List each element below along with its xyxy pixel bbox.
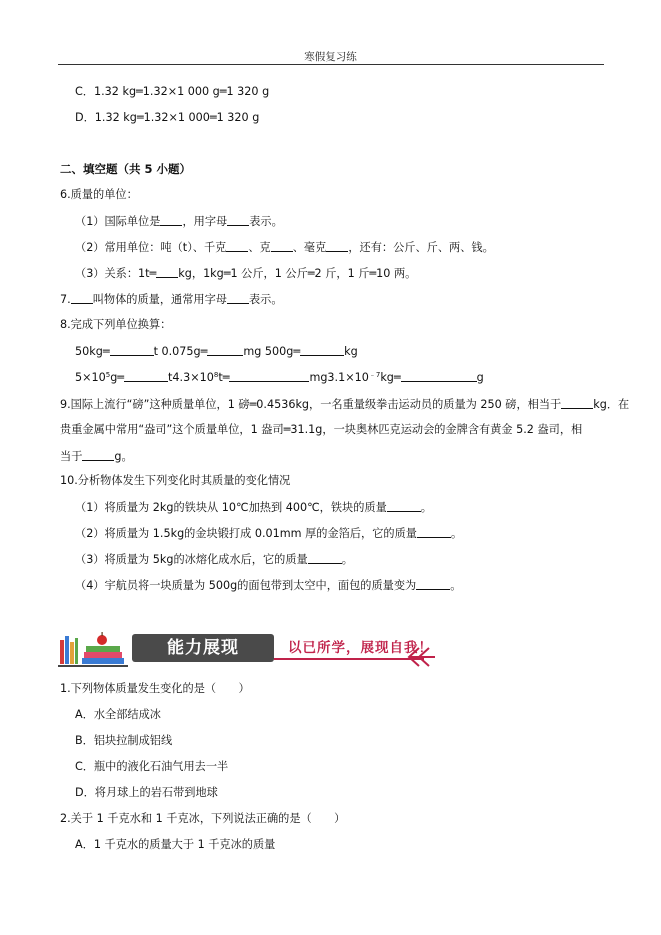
text: g═	[110, 371, 125, 384]
text: 。	[420, 501, 432, 514]
answer-blank[interactable]	[226, 239, 248, 252]
answer-blank[interactable]	[561, 396, 593, 409]
text: mg3.1×10	[309, 371, 369, 384]
answer-blank[interactable]	[416, 577, 450, 590]
text: kg．在	[593, 398, 630, 411]
banner-slogan: 以已所学，展现自我！	[288, 640, 433, 656]
answer-blank[interactable]	[124, 369, 168, 382]
question-7	[60, 291, 283, 308]
answer-blank[interactable]	[110, 343, 154, 356]
answer-blank[interactable]	[387, 499, 421, 512]
question-8-row-1	[75, 343, 358, 360]
answer-blank[interactable]	[417, 525, 451, 538]
text: kg	[344, 345, 358, 358]
answer-blank[interactable]	[300, 343, 344, 356]
question-6-part-1	[75, 213, 283, 230]
answer-blank[interactable]	[82, 448, 114, 461]
text: （3）关系：1t═	[75, 267, 157, 280]
text: 、毫克	[292, 241, 327, 254]
question-10-part-3	[75, 551, 353, 568]
answer-blank[interactable]	[71, 291, 93, 304]
question-10-stem: 10.分析物体发生下列变化时其质量的变化情况	[60, 474, 291, 487]
text: 表示。	[248, 293, 283, 306]
question-1-option-c[interactable]: C．瓶中的液化石油气用去一半	[75, 760, 229, 773]
text: 50kg═	[75, 345, 110, 358]
question-1-stem: 1.下列物体质量发生变化的是（ ）	[60, 682, 250, 695]
question-9-line-3	[60, 448, 133, 465]
text: （1）国际单位是	[75, 215, 161, 228]
text: （2）将质量为 1.5kg的金块锻打成 0.01mm 厚的金箔后，它的质量	[75, 527, 417, 540]
question-1-option-d[interactable]: D．将月球上的岩石带到地球	[75, 786, 218, 799]
question-10-part-2	[75, 525, 462, 542]
option-d: D．1.32 kg═1.32×1 000═1 320 g	[75, 111, 260, 124]
question-6-stem: 6.质量的单位：	[60, 188, 138, 201]
text: g	[476, 371, 484, 384]
arrow-left-icon	[407, 646, 437, 668]
text: （2）常用单位：吨（t）、千克	[75, 241, 227, 254]
question-10-part-1	[75, 499, 432, 516]
banner-underline	[274, 658, 424, 660]
question-6-part-2	[75, 239, 494, 256]
option-c: C．1.32 kg═1.32×1 000 g═1 320 g	[75, 85, 270, 98]
text: kg═	[380, 371, 401, 384]
text: 7.	[60, 293, 71, 306]
ability-banner	[58, 630, 448, 670]
banner-title: 能力展现	[132, 634, 274, 662]
text: 、克	[248, 241, 271, 254]
question-9-line-1	[60, 396, 629, 413]
books-apple-icon	[58, 630, 128, 670]
exponent: 5	[105, 371, 111, 379]
text: 。	[451, 527, 463, 540]
answer-blank[interactable]	[271, 239, 293, 252]
question-2-option-a[interactable]: A．1 千克水的质量大于 1 千克冰的质量	[75, 838, 276, 851]
text: （3）将质量为 5kg的冰熔化成水后，它的质量	[75, 553, 308, 566]
question-6-part-3	[75, 265, 416, 282]
exponent: 8	[213, 371, 219, 379]
question-8-row-2	[75, 369, 484, 386]
text: 。	[450, 579, 462, 592]
text: mg 500g═	[243, 345, 301, 358]
answer-blank[interactable]	[308, 551, 342, 564]
question-1-option-a[interactable]: A．水全部结成冰	[75, 708, 161, 721]
text: ，还有：公斤、斤、两、钱。	[348, 241, 494, 254]
answer-blank[interactable]	[229, 369, 309, 382]
question-9-line-2: 贵重金属中常用“盎司”这个质量单位，1 盎司═31.1g，一块奥林匹克运动会的金牌含有黄金 5.2 盎司，相	[60, 423, 583, 436]
answer-blank[interactable]	[227, 291, 249, 304]
answer-blank[interactable]	[401, 369, 477, 382]
text: 。	[341, 553, 353, 566]
answer-blank[interactable]	[160, 213, 182, 226]
header-rule	[58, 64, 604, 65]
text: 9.国际上流行“磅”这种质量单位，1 磅═0.4536kg，一名重量级拳击运动员的质量为 250 磅，相当于	[60, 398, 562, 411]
page-header-title: 寒假复习练	[304, 51, 357, 63]
text: t 0.075g═	[153, 345, 208, 358]
question-1-option-b[interactable]: B．铝块拉制成铝线	[75, 734, 173, 747]
text: t4.3×10	[168, 371, 214, 384]
text: 叫物体的质量，通常用字母	[92, 293, 227, 306]
question-8-stem: 8.完成下列单位换算：	[60, 318, 172, 331]
text: 5×10	[75, 371, 106, 384]
text: t═	[218, 371, 230, 384]
answer-blank[interactable]	[207, 343, 243, 356]
text: （1）将质量为 2kg的铁块从 10℃加热到 400℃，铁块的质量	[75, 501, 387, 514]
question-2-stem: 2.关于 1 千克水和 1 千克冰，下列说法正确的是（ ）	[60, 812, 346, 825]
text: g。	[114, 450, 133, 463]
text: 表示。	[249, 215, 283, 228]
answer-blank[interactable]	[156, 265, 178, 278]
answer-blank[interactable]	[326, 239, 348, 252]
question-10-part-4	[75, 577, 461, 594]
answer-blank[interactable]	[227, 213, 249, 226]
text: ，用字母	[182, 215, 228, 228]
exponent: ﹣7	[368, 371, 381, 379]
text: （4）宇航员将一块质量为 500g的面包带到太空中，面包的质量变为	[75, 579, 417, 592]
text: 当于	[60, 450, 83, 463]
text: kg，1kg═1 公斤，1 公斤═2 斤，1 斤═10 两。	[178, 267, 417, 280]
section-title-fill-in: 二、填空题（共 5 小题）	[60, 162, 192, 176]
